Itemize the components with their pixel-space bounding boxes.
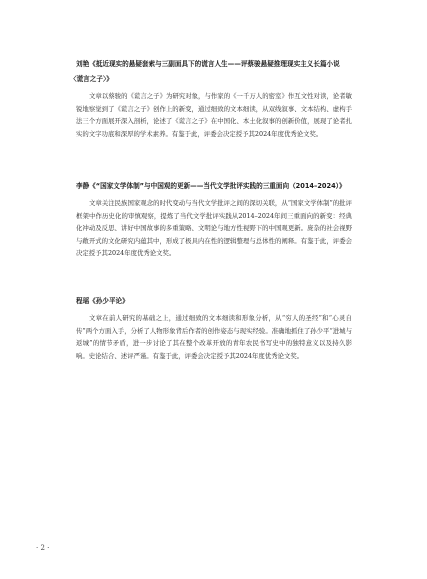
entry-title-line: 〈谎言之子〉》 [70, 75, 113, 83]
award-entry [76, 179, 352, 260]
entry-title [76, 179, 352, 194]
entry-title [70, 57, 352, 87]
award-entry [76, 294, 352, 362]
entry-title-line: 程瑶《孙少平论》 [76, 297, 129, 305]
page-number: · 2 · [36, 544, 50, 552]
entry-title-line: 李静《“国家文学体制”与中国观的更新——当代文学批评实践的三重面向（2014–2024）》 [76, 182, 346, 190]
entry-title [76, 294, 352, 309]
entry-body: 文章关注民族国家观念的时代变动与当代文学批评之间的深切关联，从“国家文学体制”的批评框架中作历史化的审慎观察，提炼了当代文学批评实践从2014–2024年间三重面向的新变：经典化冲动及反思、讲好中国故事的多重策略、文明论与地方性视野下的中国观更新。庞杂的社会视野与敞开式的文化研究内蕴其中，形成了极具内在性的逻辑整理与总体性的阐释。有鉴于此，评委会决定授予其2024年度优秀论文奖。 [76, 199, 352, 258]
entry-body: 文章以蔡骏的《谎言之子》为研究对象，与作家的《一千万人的密室》作互文性对读，论者敏锐地察觉到了《谎言之子》创作上的新变，通过细致的文本细读，从双线叙事、文本结构、虚构手法三个方面展开深入剖析，论述了《谎言之子》在中国化、本土化叙事的创新价值，展现了论者扎实的文字功底和深厚的学术素养。有鉴于此，评委会决定授予其2024年度优秀论文奖。 [76, 92, 352, 138]
award-entry [70, 57, 352, 140]
entry-body: 文章在前人研究的基础之上，通过细致的文本细读和形象分析，从“穷人的圣经”和“心灵自传”两个方面入手，分析了人物形象背后作者的创作姿态与现实经验。准确地抓住了孙少平“进城与返城”的情节矛盾，进一步讨论了其在整个改革开放的青年农民书写史中的独特意义以及持久影响。史论结合、述评严谨。有鉴于此，评委会决定授予其2024年度优秀论文奖。 [76, 314, 352, 360]
entry-title-line: 刘艳《抵近现实的悬疑套索与三副面具下的谎言人生——评蔡骏悬疑推理现实主义长篇小说 [76, 60, 340, 68]
